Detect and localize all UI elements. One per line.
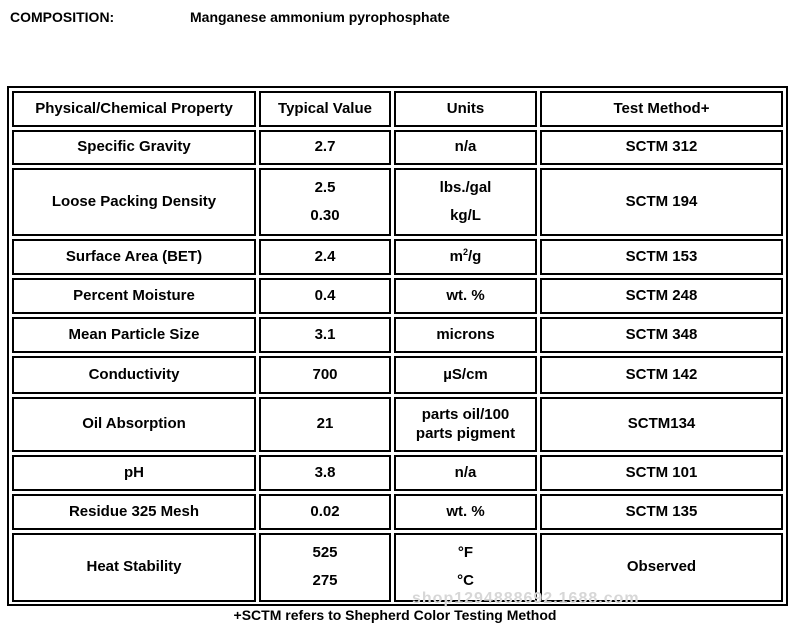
units-line-1: parts oil/100: [421, 405, 510, 423]
row-oil-absorption-property: Oil Absorption: [12, 397, 256, 452]
units-line-1: lbs./gal: [439, 178, 492, 196]
row-residue-325-mesh-units: wt. %: [394, 494, 537, 530]
row-percent-moisture-units: wt. %: [394, 278, 537, 314]
row-loose-packing-density-property: Loose Packing Density: [12, 168, 256, 236]
row-heat-stability-method: Observed: [540, 533, 783, 602]
row-percent-moisture-value: 0.4: [259, 278, 391, 314]
row-surface-area-value: 2.4: [259, 239, 391, 275]
value-line-1: 2.5: [314, 178, 336, 196]
row-conductivity-units: µS/cm: [394, 356, 537, 394]
row-percent-moisture-property: Percent Moisture: [12, 278, 256, 314]
row-loose-packing-density-method: SCTM 194: [540, 168, 783, 236]
row-specific-gravity-units: n/a: [394, 130, 537, 165]
units-line-2: °C: [457, 572, 474, 590]
row-heat-stability-value: [259, 533, 391, 602]
units-line-1: °F: [457, 543, 474, 561]
header-units: Units: [394, 91, 537, 127]
row-specific-gravity-property: Specific Gravity: [12, 130, 256, 165]
row-ph-property: pH: [12, 455, 256, 491]
row-percent-moisture-method: SCTM 248: [540, 278, 783, 314]
row-conductivity-value: 700: [259, 356, 391, 394]
value-line-2: 275: [312, 572, 338, 590]
row-residue-325-mesh-method: SCTM 135: [540, 494, 783, 530]
row-heat-stability-property: Heat Stability: [12, 533, 256, 602]
row-oil-absorption-units: [394, 397, 537, 452]
row-mean-particle-size-method: SCTM 348: [540, 317, 783, 353]
row-surface-area-method: SCTM 153: [540, 239, 783, 275]
row-ph-method: SCTM 101: [540, 455, 783, 491]
units-line-2: parts pigment: [415, 424, 516, 442]
units-text: $m^2/g$: [449, 246, 482, 265]
row-loose-packing-density-units: [394, 168, 537, 236]
row-ph-units: n/a: [394, 455, 537, 491]
row-oil-absorption-method: SCTM134: [540, 397, 783, 452]
row-loose-packing-density-value: [259, 168, 391, 236]
row-mean-particle-size-units: microns: [394, 317, 537, 353]
footnote: +SCTM refers to Shepherd Color Testing Method: [233, 607, 557, 623]
row-residue-325-mesh-property: Residue 325 Mesh: [12, 494, 256, 530]
row-ph-value: 3.8: [259, 455, 391, 491]
row-specific-gravity-value: 2.7: [259, 130, 391, 165]
row-conductivity-property: Conductivity: [12, 356, 256, 394]
watermark-text: shop1294888692.1688.com: [412, 590, 640, 607]
row-mean-particle-size-property: Mean Particle Size: [12, 317, 256, 353]
units-line-2: kg/L: [450, 206, 481, 224]
row-mean-particle-size-value: 3.1: [259, 317, 391, 353]
row-surface-area-property: Surface Area (BET): [12, 239, 256, 275]
composition-value: Manganese ammonium pyrophosphate: [190, 9, 450, 25]
row-oil-absorption-value: 21: [259, 397, 391, 452]
row-specific-gravity-method: SCTM 312: [540, 130, 783, 165]
row-residue-325-mesh-value: 0.02: [259, 494, 391, 530]
header-typical-value: Typical Value: [259, 91, 391, 127]
composition-label: COMPOSITION:: [10, 9, 115, 25]
row-surface-area-units: [394, 239, 537, 275]
header-test-method: Test Method+: [540, 91, 783, 127]
header-property: Physical/Chemical Property: [12, 91, 256, 127]
row-conductivity-method: SCTM 142: [540, 356, 783, 394]
value-line-2: 0.30: [310, 206, 340, 224]
value-line-1: 525: [312, 543, 338, 561]
